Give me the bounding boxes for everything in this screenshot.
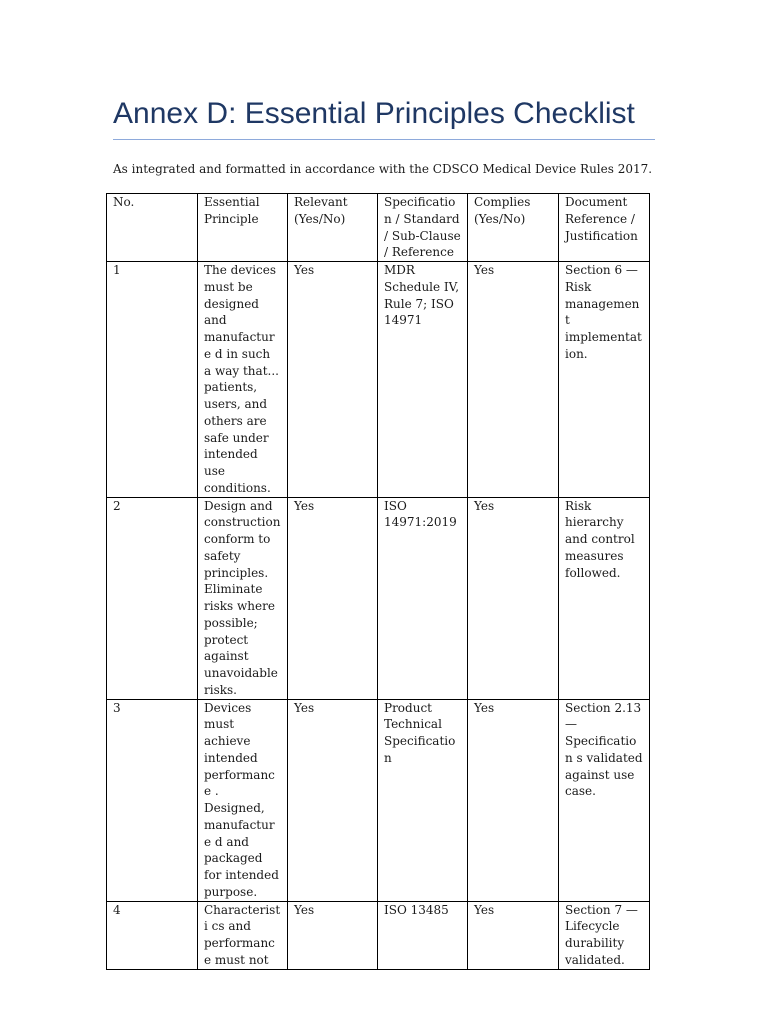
header-document-reference: Document Reference / Justification [559,194,650,262]
cell-essential-principle: Characteristi cs and performance must not [198,901,288,969]
table-row [107,901,650,969]
cell-relevant: Yes [288,497,378,699]
cell-document-reference: Section 7 — Lifecycle durability validated. [559,901,650,969]
header-relevant: Relevant (Yes/No) [288,194,378,262]
cell-document-reference: Risk hierarchy and control measures followed. [559,497,650,699]
cell-no: 3 [107,699,198,901]
cell-complies: Yes [468,699,559,901]
title-underline [113,139,655,140]
cell-complies: Yes [468,262,559,498]
cell-specification: MDR Schedule IV, Rule 7; ISO 14971 [378,262,468,498]
header-complies: Complies (Yes/No) [468,194,559,262]
cell-specification: ISO 13485 [378,901,468,969]
cell-relevant: Yes [288,699,378,901]
intro-paragraph: As integrated and formatted in accordance with the CDSCO Medical Device Rules 2017. [113,162,653,176]
table-row [107,262,650,498]
cell-essential-principle: Design and construction conform to safety principles. Eliminate risks where possible; protect against unavoidable risks. [198,497,288,699]
header-specification: Specification / Standard / Sub-Clause / Reference [378,194,468,262]
cell-essential-principle: The devices must be designed and manufacture d in such a way that... patients, users, and others are safe under intended use conditions. [198,262,288,498]
cell-essential-principle: Devices must achieve intended performance . Designed, manufacture d and packaged for intended purpose. [198,699,288,901]
cell-specification: Product Technical Specification [378,699,468,901]
cell-complies: Yes [468,497,559,699]
cell-relevant: Yes [288,262,378,498]
page-title: Annex D: Essential Principles Checklist [113,97,635,130]
table-row [107,497,650,699]
cell-relevant: Yes [288,901,378,969]
header-essential-principle: Essential Principle [198,194,288,262]
cell-specification: ISO 14971:2019 [378,497,468,699]
cell-no: 1 [107,262,198,498]
header-no: No. [107,194,198,262]
cell-no: 4 [107,901,198,969]
cell-document-reference: Section 2.13 — Specification s validated against use case. [559,699,650,901]
essential-principles-table [106,193,650,970]
cell-complies: Yes [468,901,559,969]
table-row [107,699,650,901]
cell-document-reference: Section 6 — Risk management implementat ion. [559,262,650,498]
cell-no: 2 [107,497,198,699]
table-header-row [107,194,650,262]
